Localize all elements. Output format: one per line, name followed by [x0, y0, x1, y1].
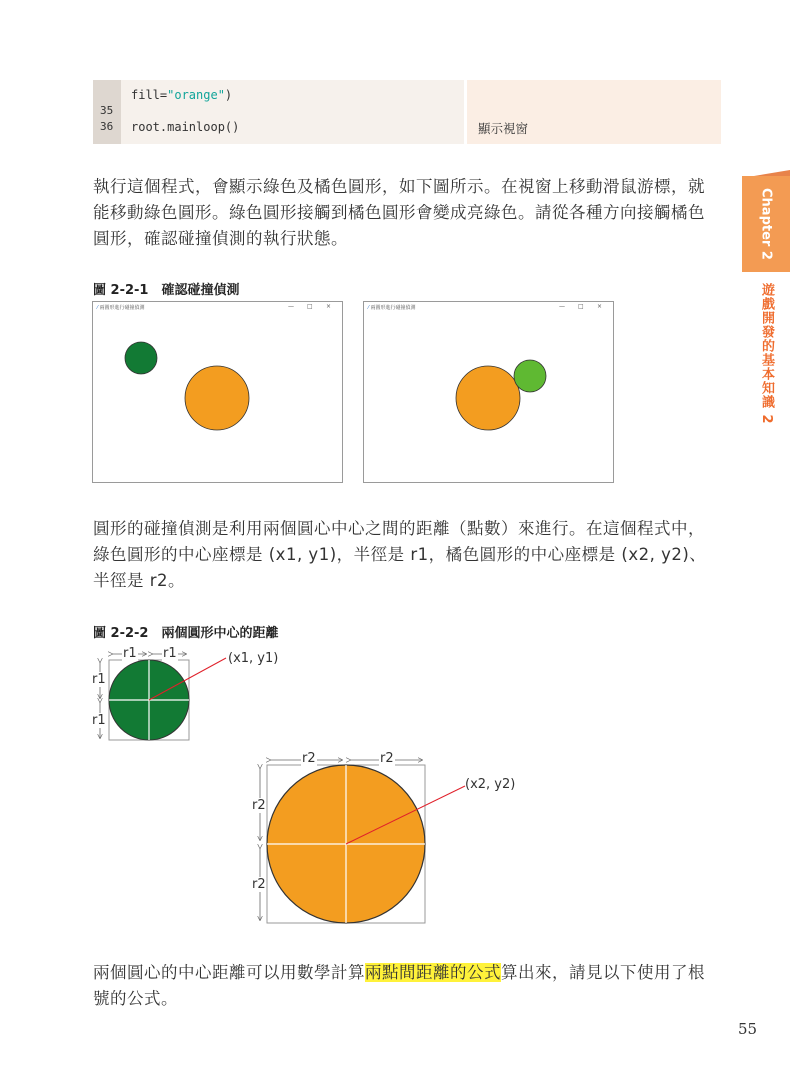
paragraph-3: 兩個圓心的中心距離可以用數學計算兩點間距離的公式算出來，請見以下使用了根號的公式。 — [93, 963, 705, 1008]
highlighted-term: 兩點間距離的公式 — [365, 963, 501, 982]
code-divider — [464, 80, 467, 144]
point-label-2: (x2, y2) — [465, 777, 516, 792]
r1-label-right: r1 — [163, 646, 177, 661]
chapter-label: Chapter 2 — [758, 188, 774, 260]
window-title: ⁄ 兩圓形進行碰撞偵測 — [368, 305, 416, 311]
r1-label-bottom: r1 — [92, 713, 106, 728]
figure-caption-2: 圖 2-2-2 兩個圓形中心的距離 — [93, 626, 279, 641]
figure-caption-1: 圖 2-2-1 確認碰撞偵測 — [93, 283, 240, 298]
line-number-35: 35 — [100, 104, 114, 117]
r1-label-top: r1 — [92, 672, 106, 687]
paragraph-2: 圓形的碰撞偵測是利用兩個圓心中心之間的距離（點數）來進行。在這個程式中，綠色圓形的中心座標是 (x1, y1)，半徑是 r1，橘色圓形的中心座標是 (x2, y2)、半徑是 r2。 — [93, 519, 707, 590]
paragraph-1: 執行這個程式，會顯示綠色及橘色圓形，如下圖所示。在視窗上移動滑鼠游標，就能移動綠色圓形。綠色圓形接觸到橘色圓形會變成亮綠色。請從各種方向接觸橘色圓形，確認碰撞偵測的執行狀態。 — [93, 177, 705, 248]
r2-label-bottom: r2 — [252, 877, 266, 892]
bright-green-circle[interactable] — [514, 360, 546, 392]
maximize-icon[interactable]: □ — [578, 303, 584, 310]
orange-circle — [185, 366, 249, 430]
window-before-collision — [92, 301, 343, 483]
point-label-1: (x1, y1) — [228, 651, 279, 666]
minimize-icon[interactable]: — — [559, 303, 565, 310]
app-icon: ⁄ — [368, 305, 369, 311]
minimize-icon[interactable]: — — [288, 303, 294, 310]
r1-label-left: r1 — [123, 646, 137, 661]
close-icon[interactable]: × — [326, 303, 332, 310]
orange-circle — [456, 366, 520, 430]
canvas-before — [93, 302, 342, 482]
close-icon[interactable]: × — [597, 303, 603, 310]
window-title: ⁄ 兩圓形進行碰撞偵測 — [97, 305, 145, 311]
green-circle[interactable] — [125, 342, 157, 374]
code-comment: 顯示視窗 — [478, 121, 529, 136]
line-number-36: 36 — [100, 120, 114, 133]
canvas-after — [364, 302, 613, 482]
r2-label-left: r2 — [302, 751, 316, 766]
code-line-fill: fill="orange") — [131, 88, 233, 102]
window-after-collision — [363, 301, 614, 483]
chapter-title: 遊戲開發的基本知識 2 — [759, 283, 774, 425]
r2-label-top: r2 — [252, 798, 266, 813]
app-icon: ⁄ — [97, 305, 98, 311]
r2-label-right: r2 — [380, 751, 394, 766]
page-number: 55 — [738, 1020, 758, 1038]
code-line-mainloop: root.mainloop() — [131, 120, 240, 134]
maximize-icon[interactable]: □ — [307, 303, 313, 310]
